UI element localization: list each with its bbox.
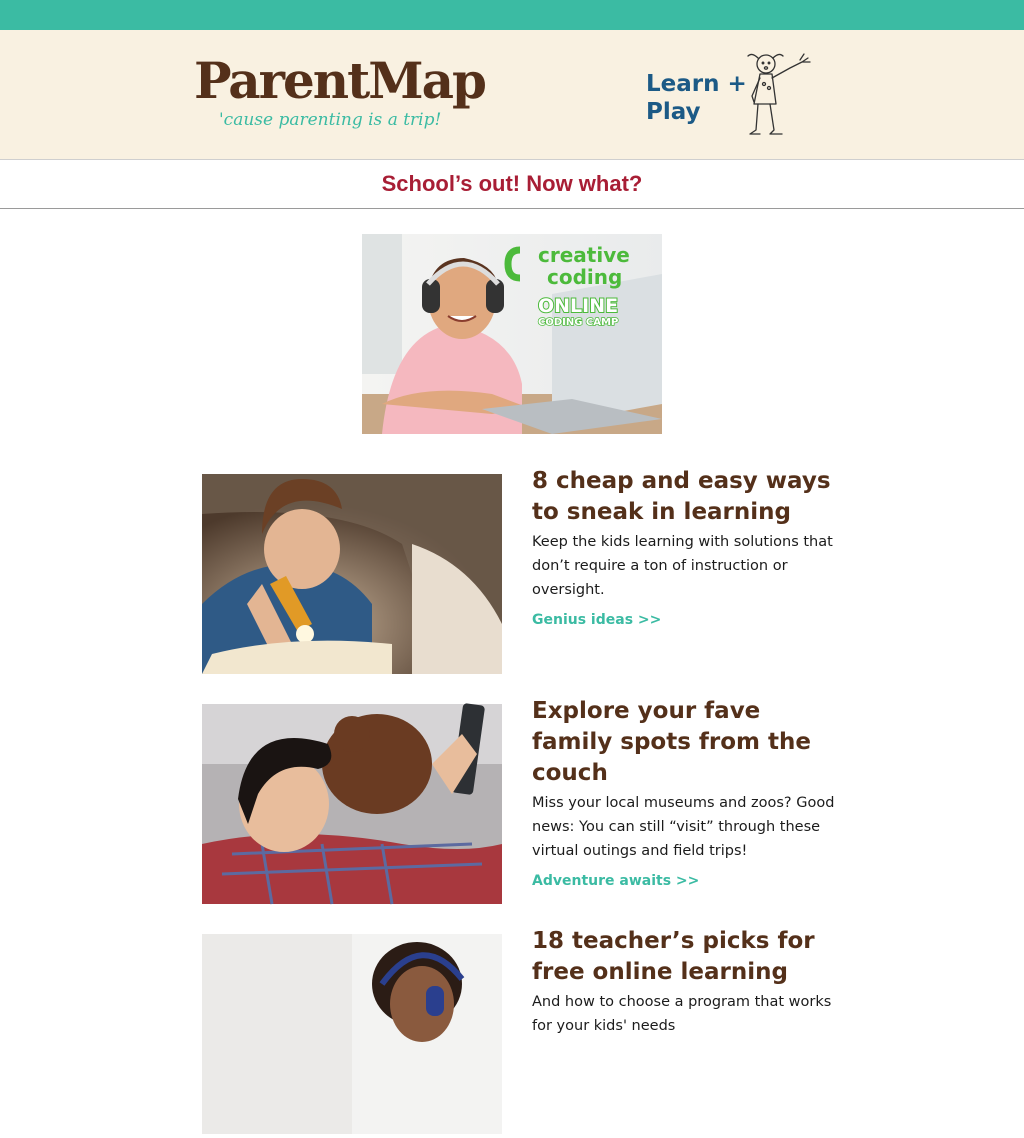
creative-coding-promo-image[interactable] xyxy=(362,234,662,434)
article-card xyxy=(202,698,842,904)
banner-title: School’s out! Now what? xyxy=(381,171,643,196)
article-description: Miss your local museums and zoos? Good news: You can still “visit” through these virtual outings and field trips! xyxy=(532,795,835,859)
kid-drawing-illustration xyxy=(742,48,818,142)
section-title: Learn + Play xyxy=(646,71,747,125)
article-title[interactable]: 18 teacher’s picks for free online learning xyxy=(532,928,815,985)
article-link[interactable]: Genius ideas >> xyxy=(532,612,662,628)
logo-tagline: 'cause parenting is a trip! xyxy=(219,110,442,130)
article-image[interactable] xyxy=(202,704,502,904)
promo-photo xyxy=(362,234,662,434)
promo-line-2: coding xyxy=(547,265,623,289)
promo-line-1: creative xyxy=(538,243,630,267)
top-accent-bar xyxy=(0,0,1024,30)
article-link[interactable]: Adventure awaits >> xyxy=(532,873,700,889)
banner-divider xyxy=(0,208,1024,209)
article-image[interactable] xyxy=(202,934,502,1134)
parentmap-logo[interactable] xyxy=(194,51,485,130)
header-divider xyxy=(0,159,1024,160)
article-card xyxy=(202,928,842,1134)
boy-reading-photo xyxy=(202,474,502,674)
article-description: And how to choose a program that works for your kids' needs xyxy=(532,994,832,1034)
article-description: Keep the kids learning with solutions that don’t require a ton of instruction or oversight. xyxy=(532,534,833,598)
article-title[interactable]: Explore your fave family spots from the couch xyxy=(532,698,811,786)
article-image[interactable] xyxy=(202,474,502,674)
promo-line-4: CODING CAMP xyxy=(538,317,619,328)
girl-with-tablet-photo xyxy=(202,704,502,904)
article-title[interactable]: 8 cheap and easy ways to sneak in learning xyxy=(532,468,831,525)
girl-with-headphones-photo xyxy=(202,934,502,1134)
logo-wordmark: ParentMap xyxy=(194,51,485,110)
header xyxy=(0,30,1024,159)
promo-line-3: ONLINE xyxy=(538,295,619,317)
article-card xyxy=(202,468,842,674)
